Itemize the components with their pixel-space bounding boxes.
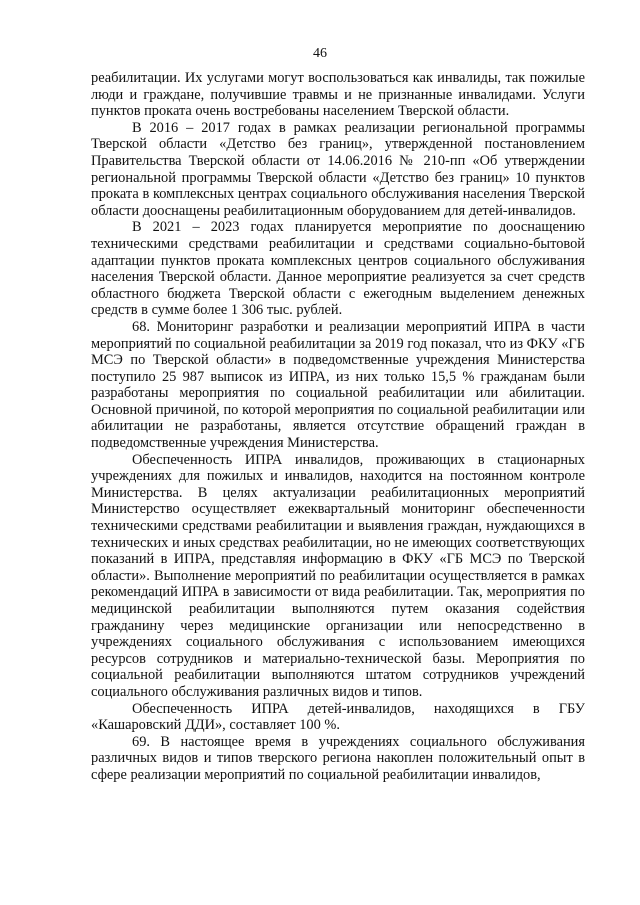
paragraph: 68. Мониторинг разработки и реализации мероприятий ИПРА в части мероприятий по социальной реабилитации за 2019 год показал, что из ФКУ «ГБ МСЭ по Тверской области» в подведомственные учреждения Министерства поступило 25 987 выписок из ИПРА, из них только 15,5 % гражданам были разработаны мероприятия по социальной реабилитации или абилитации. Основной причиной, по которой мероприятия по социальной реабилитации или абилитации не разработаны, является отсутствие обращений граждан в подведомственные учреждения Министерства.	[91, 318, 585, 452]
paragraph: Обеспеченность ИПРА детей-инвалидов, находящихся в ГБУ «Кашаровский ДДИ», составляет 100 %.	[91, 700, 585, 734]
page-number: 46	[313, 46, 327, 61]
paragraph: 69. В настоящее время в учреждениях социального обслуживания различных видов и типов тверского региона накоплен положительный опыт в сфере реализации мероприятий по социальной реабилитации инвалидов,	[91, 733, 585, 783]
paragraph: реабилитации. Их услугами могут воспользоваться как инвалиды, так пожилые люди и граждане, получившие травмы и не признанные инвалидами. Услуги пунктов проката очень востребованы населением Тверской области.	[91, 70, 585, 120]
paragraph: В 2021 – 2023 годах планируется мероприятие по дооснащению техническими средствами реабилитации и средствами социально-бытовой адаптации пунктов проката комплексных центров социального обслуживания населения Тверской области. Данное мероприятие реализуется за счет средств областного бюджета Тверской области с ежегодным выделением денежных средств в сумме более 1 306 тыс. рублей.	[91, 219, 585, 319]
paragraph: Обеспеченность ИПРА инвалидов, проживающих в стационарных учреждениях для пожилых и инвалидов, находится на постоянном контроле Министерства. В целях актуализации реабилитационных мероприятий Министерство осуществляет ежеквартальный мониторинг обеспеченности техническими средствами реабилитации и выявления граждан, нуждающихся в технических и иных средствах реабилитации, но не имеющих соответствующих показаний в ИПРА, представляя информацию в ФКУ «ГБ МСЭ по Тверской области». Выполнение мероприятий по реабилитации осуществляется в рамках рекомендаций ИПРА в зависимости от вида реабилитации. Так, мероприятия по медицинской реабилитации выполняются путем оказания содействия гражданину через медицинские организации или непосредственно в учреждениях социального обслуживания с использованием имеющихся ресурсов сотрудников и материально-технической базы. Мероприятия по социальной реабилитации выполняются штатом сотрудников учреждений социального обслуживания различных видов и типов.	[91, 451, 585, 700]
paragraph: В 2016 – 2017 годах в рамках реализации региональной программы Тверской области «Детство без границ», утвержденной постановлением Правительства Тверской области от 14.06.2016 № 210-пп «Об утверждении региональной программы Тверской области «Детство без границ» 10 пунктов проката в комплексных центрах социального обслуживания населения Тверской области дооснащены реабилитационным оборудованием для детей-инвалидов.	[91, 119, 585, 219]
body-text	[91, 70, 585, 784]
